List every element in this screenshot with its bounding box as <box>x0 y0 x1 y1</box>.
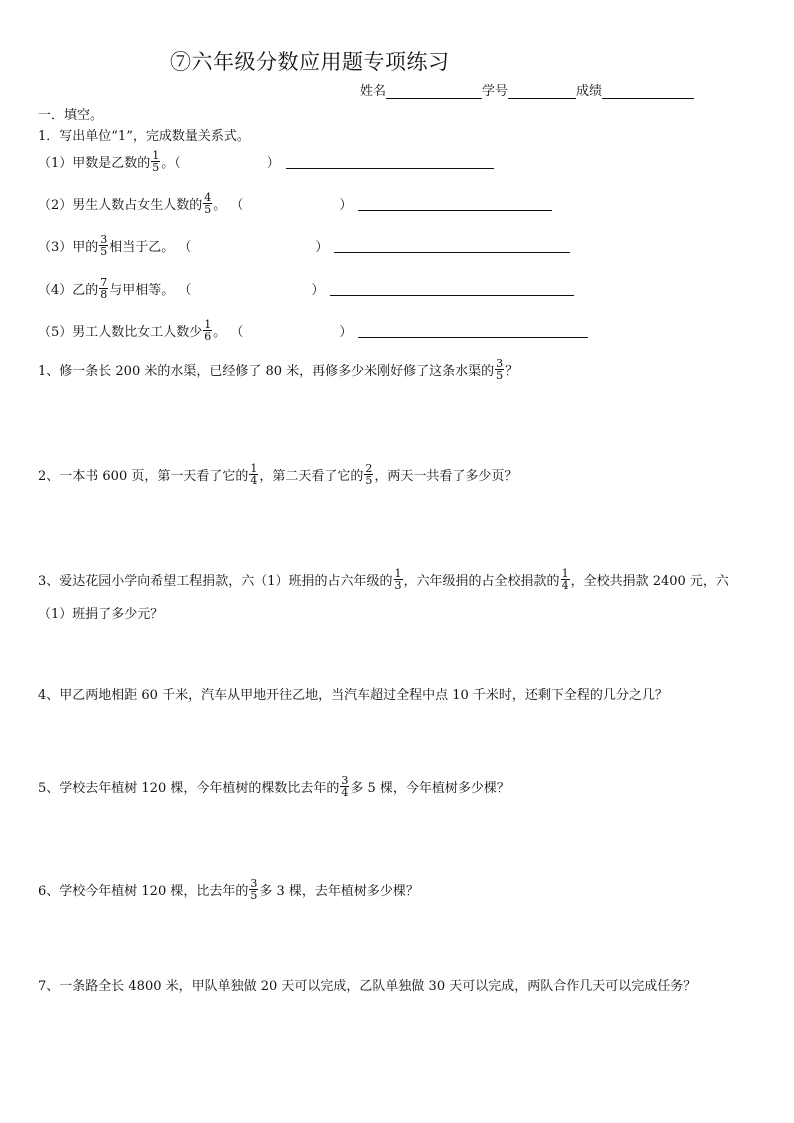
id-label: 学号 <box>482 84 509 99</box>
fraction: $\frac{3}{5}$ <box>250 877 258 902</box>
fraction: $\frac{3}{5}$ <box>496 357 504 382</box>
name-field[interactable] <box>386 84 482 99</box>
fraction: $\frac{4}{5}$ <box>204 191 212 216</box>
problem-3-line-2: （1）班捐了多少元？ <box>38 607 164 622</box>
fraction: $\frac{7}{8}$ <box>100 276 108 301</box>
fraction: $\frac{3}{4}$ <box>341 774 349 799</box>
fraction: $\frac{1}{6}$ <box>204 318 212 343</box>
fill-item-5: （5）男工人数比女工人数少 $\frac{1}{6}$ 。 （ ） <box>38 319 588 342</box>
score-field[interactable] <box>602 84 694 99</box>
fraction: $\frac{1}{3}$ <box>394 567 402 592</box>
problem-3: 3、爱达花园小学向希望工程捐款，六（1）班捐的占六年级的 $\frac{1}{3}$ ，六年级捐的占全校捐款的 $\frac{1}{4}$ ，全校共捐款 2400 元，六 <box>38 567 729 592</box>
fraction: $\frac{1}{4}$ <box>250 462 258 487</box>
page-title: ⑦六年级分数应用题专项练习 <box>170 50 450 74</box>
fraction: $\frac{1}{5}$ <box>152 149 160 174</box>
section-heading: 一．填空。 <box>38 108 104 123</box>
fill-item-2: （2）男生人数占女生人数的 $\frac{4}{5}$ 。 （ ） <box>38 192 552 215</box>
fraction: $\frac{3}{5}$ <box>100 233 108 258</box>
problem-4: 4、甲乙两地相距 60 千米，汽车从甲地开往乙地，当汽车超过全程中点 10 千米时，还剩下全程的几分之几？ <box>38 688 668 703</box>
student-info <box>360 80 694 99</box>
relation-answer-line[interactable] <box>358 323 588 338</box>
fill-item-4: （4）乙的 $\frac{7}{8}$ 与甲相等。 （ ） <box>38 277 574 300</box>
problem-2: 2、一本书 600 页，第一天看了它的 $\frac{1}{4}$ ，第二天看了它的 $\frac{2}{5}$ ，两天一共看了多少页？ <box>38 462 518 487</box>
problem-7: 7、一条路全长 4800 米，甲队单独做 20 天可以完成，乙队单独做 30 天可以完成，两队合作几天可以完成任务？ <box>38 979 697 994</box>
fraction: $\frac{2}{5}$ <box>365 462 373 487</box>
score-label: 成绩 <box>576 84 603 99</box>
fraction: $\frac{1}{4}$ <box>561 567 569 592</box>
problem-1: 1、修一条长 200 米的水渠，已经修了 80 米，再修多少米刚好修了这条水渠的 $\frac{3}{5}$ ？ <box>38 357 519 382</box>
relation-answer-line[interactable] <box>334 238 570 253</box>
fill-item-1: （1）甲数是乙数的 $\frac{1}{5}$ 。（ ） <box>38 150 494 173</box>
section-subheading: 1．写出单位“1”，完成数量关系式。 <box>38 129 250 144</box>
name-label: 姓名 <box>360 84 387 99</box>
problem-5: 5、学校去年植树 120 棵，今年植树的棵数比去年的 $\frac{3}{4}$ 多 5 棵，今年植树多少棵？ <box>38 774 510 799</box>
id-field[interactable] <box>508 84 576 99</box>
relation-answer-line[interactable] <box>286 154 494 169</box>
problem-6: 6、学校今年植树 120 棵，比去年的 $\frac{3}{5}$ 多 3 棵，去年植树多少棵？ <box>38 877 419 902</box>
fill-item-3: （3）甲的 $\frac{3}{5}$ 相当于乙。 （ ） <box>38 234 570 257</box>
relation-answer-line[interactable] <box>358 196 552 211</box>
relation-answer-line[interactable] <box>330 281 574 296</box>
